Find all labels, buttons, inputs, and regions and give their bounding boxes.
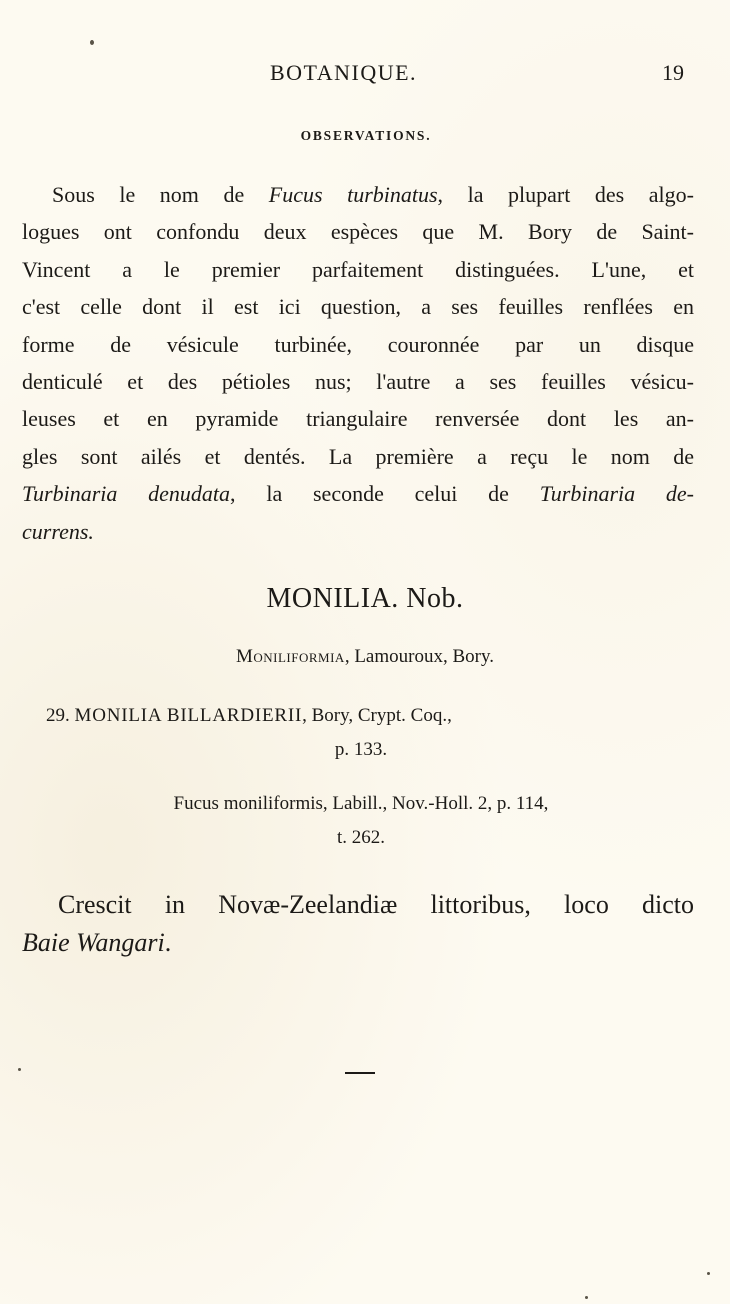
locality-text	[22, 886, 694, 962]
species-name: MONILIA BILLARDIERII	[74, 705, 303, 726]
taxon-name: currens.	[22, 518, 94, 544]
paragraph-line: logues ont confondu deux espèces que M. Bory de Saint-	[22, 219, 694, 245]
paragraph-line: c'est celle dont il est ici question, a ses feuilles renflées en	[22, 294, 694, 320]
running-title: BOTANIQUE.	[270, 60, 418, 85]
ink-speck	[707, 1272, 710, 1275]
ink-speck	[18, 1068, 21, 1071]
ink-speck	[585, 1296, 588, 1299]
locality-line: Baie Wangari.	[22, 928, 172, 957]
synonym-authors: , Lamouroux, Bory.	[344, 646, 494, 667]
basionym-line: Fucus moniliformis, Labill., Nov.-Holl. 2, p. 114,	[173, 793, 549, 814]
page-number: 19	[662, 60, 684, 85]
paragraph-line: Turbinaria denudata, la seconde celui de Turbinaria de-	[22, 481, 694, 507]
observations-paragraph	[22, 176, 694, 550]
taxon-name: Turbinaria de-	[539, 481, 694, 507]
paragraph-line: leuses et en pyramide triangulaire renversée dont les an-	[22, 406, 694, 432]
running-head	[0, 60, 730, 94]
paragraph-line: Vincent a le premier parfaitement distinguées. L'une, et	[22, 256, 694, 282]
section-end-rule	[345, 1072, 375, 1074]
paragraph-line	[22, 513, 694, 550]
paragraph-line: Sous le nom de Fucus turbinatus, la plupart des algo-	[52, 182, 694, 207]
basionym-reference	[46, 787, 676, 855]
genus-synonymy	[0, 646, 730, 668]
genus-title: MONILIA. Nob.	[266, 583, 464, 614]
place-name: Baie Wangari	[22, 928, 165, 957]
synonym-name: Moniliformia	[235, 646, 345, 667]
species-entry	[46, 699, 676, 767]
observations-heading: OBSERVATIONS.	[300, 128, 432, 143]
basionym-plate: t. 262.	[336, 827, 386, 848]
species-citation: , Bory, Crypt. Coq.,	[302, 705, 452, 726]
species-number: 29.	[46, 705, 70, 726]
paragraph-line: forme de vésicule turbinée, couronnée par un disque	[22, 331, 694, 357]
species-citation-page: p. 133.	[334, 739, 388, 760]
ink-speck	[90, 40, 94, 45]
locality-line: Crescit in Novæ-Zeelandiæ littoribus, loco dicto	[58, 890, 694, 919]
paragraph-line: denticulé et des pétioles nus; l'autre a ses feuilles vésicu-	[22, 369, 694, 395]
paragraph-line: gles sont ailés et dentés. La première a reçu le nom de	[22, 443, 694, 469]
species-line	[46, 699, 676, 733]
taxon-name: Fucus turbinatus	[268, 182, 438, 207]
taxon-name: Turbinaria denudata	[22, 481, 231, 507]
